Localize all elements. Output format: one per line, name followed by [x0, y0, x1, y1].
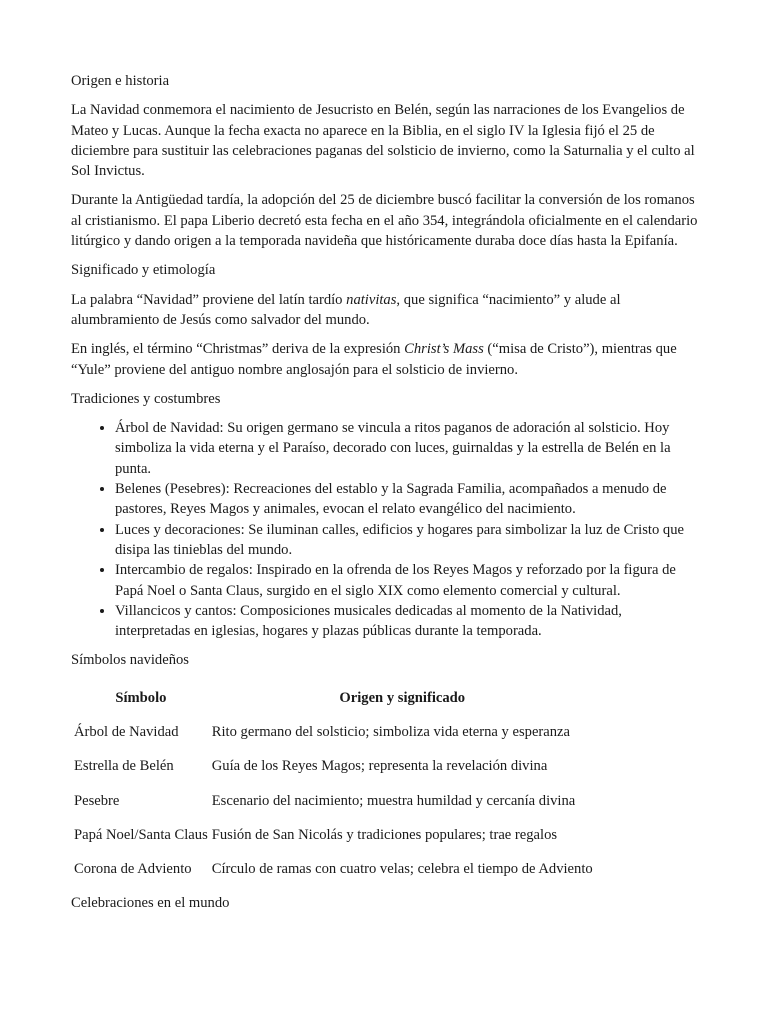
- table-row: [73, 853, 594, 885]
- text-run: (“misa de Cristo”), mientras que “Yule” proviene del antiguo nombre anglosajón para el solsticio de invierno.: [71, 341, 677, 378]
- section-heading-significado: Significado y etimología: [71, 262, 216, 279]
- text-run: En inglés, el término “Christmas” deriva de la expresión: [71, 341, 405, 358]
- column-header-simbolo: Símbolo: [115, 689, 167, 706]
- table-cell-origen: Guía de los Reyes Magos; representa la revelación divina: [211, 758, 548, 775]
- table-cell-origen: Fusión de San Nicolás y tradiciones populares; trae regalos: [211, 826, 558, 843]
- list-item: • Villancicos y cantos: Composiciones musicales dedicadas al momento de la Natividad, interpretadas en iglesias, hogares y plazas públicas durante la temporada.: [115, 601, 698, 642]
- paragraph: La Navidad conmemora el nacimiento de Jesucristo en Belén, según las narraciones de los Evangelios de Mateo y Lucas. Aunque la fecha exacta no aparece en la Biblia, en el siglo IV la Iglesia fijó el 25 de diciembre para sustituir las celebraciones paganas del solsticio de invierno, como la Saturnalia y el culto al Sol Invictus.: [71, 102, 695, 180]
- list-item: • Luces y decoraciones: Se iluminan calles, edificios y hogares para simbolizar la luz de Cristo que disipa las tinieblas del mundo.: [115, 520, 698, 561]
- tradiciones-list: [71, 418, 698, 641]
- paragraph: [71, 290, 698, 331]
- simbolos-table: [71, 680, 596, 888]
- text-run: La palabra “Navidad” proviene del latín tardío: [71, 291, 347, 308]
- column-header-origen: Origen y significado: [339, 689, 466, 706]
- table-row: [73, 785, 594, 817]
- italic-term: nativitas: [346, 291, 397, 308]
- list-item: • Intercambio de regalos: Inspirado en la ofrenda de los Reyes Magos y reforzado por la figura de Papá Noel o Santa Claus, surgido en el siglo XIX como elemento comercial y cultural.: [115, 560, 698, 601]
- paragraph: Durante la Antigüedad tardía, la adopción del 25 de diciembre buscó facilitar la conversión de los romanos al cristianismo. El papa Liberio decretó esta fecha en el año 354, integrándola oficialmente en el calendario litúrgico y dando origen a la temporada navideña que históricamente duraba doce días hasta la Epifanía.: [71, 192, 698, 250]
- table-cell-simbolo: Papá Noel/Santa Claus: [74, 826, 208, 843]
- table-cell-origen: Rito germano del solsticio; simboliza vida eterna y esperanza: [211, 724, 571, 741]
- table-row: [73, 716, 594, 748]
- text-run: , que significa “nacimiento” y alude al alumbramiento de Jesús como salvador del mundo.: [71, 291, 621, 328]
- italic-term: Christ’s Mass: [404, 341, 484, 358]
- list-item: • Belenes (Pesebres): Recreaciones del establo y la Sagrada Familia, acompañados a menudo de pastores, Reyes Magos y animales, evocan el relato evangélico del nacimiento.: [115, 479, 698, 520]
- table-cell-simbolo: Corona de Adviento: [74, 861, 192, 878]
- table-header-row: [73, 682, 594, 714]
- table-cell-simbolo: Árbol de Navidad: [74, 724, 179, 741]
- section-heading-simbolos: Símbolos navideños: [71, 652, 189, 669]
- section-heading-celebraciones: Celebraciones en el mundo: [71, 894, 230, 911]
- table-row: [73, 750, 594, 782]
- table-cell-origen: Círculo de ramas con cuatro velas; celebra el tiempo de Adviento: [211, 861, 593, 878]
- section-heading-origen: Origen e historia: [71, 73, 170, 89]
- table-row: [73, 819, 594, 851]
- list-item: • Árbol de Navidad: Su origen germano se vincula a ritos paganos de adoración al solsticio. Hoy simboliza la vida eterna y el Paraíso, decorado con luces, guirnaldas y la estrella de Belén en la punta.: [115, 418, 698, 479]
- table-cell-simbolo: Pesebre: [74, 792, 120, 809]
- table-cell-simbolo: Estrella de Belén: [74, 758, 174, 775]
- table-cell-origen: Escenario del nacimiento; muestra humildad y cercanía divina: [211, 792, 576, 809]
- paragraph: [71, 339, 698, 380]
- section-heading-tradiciones: Tradiciones y costumbres: [71, 390, 221, 407]
